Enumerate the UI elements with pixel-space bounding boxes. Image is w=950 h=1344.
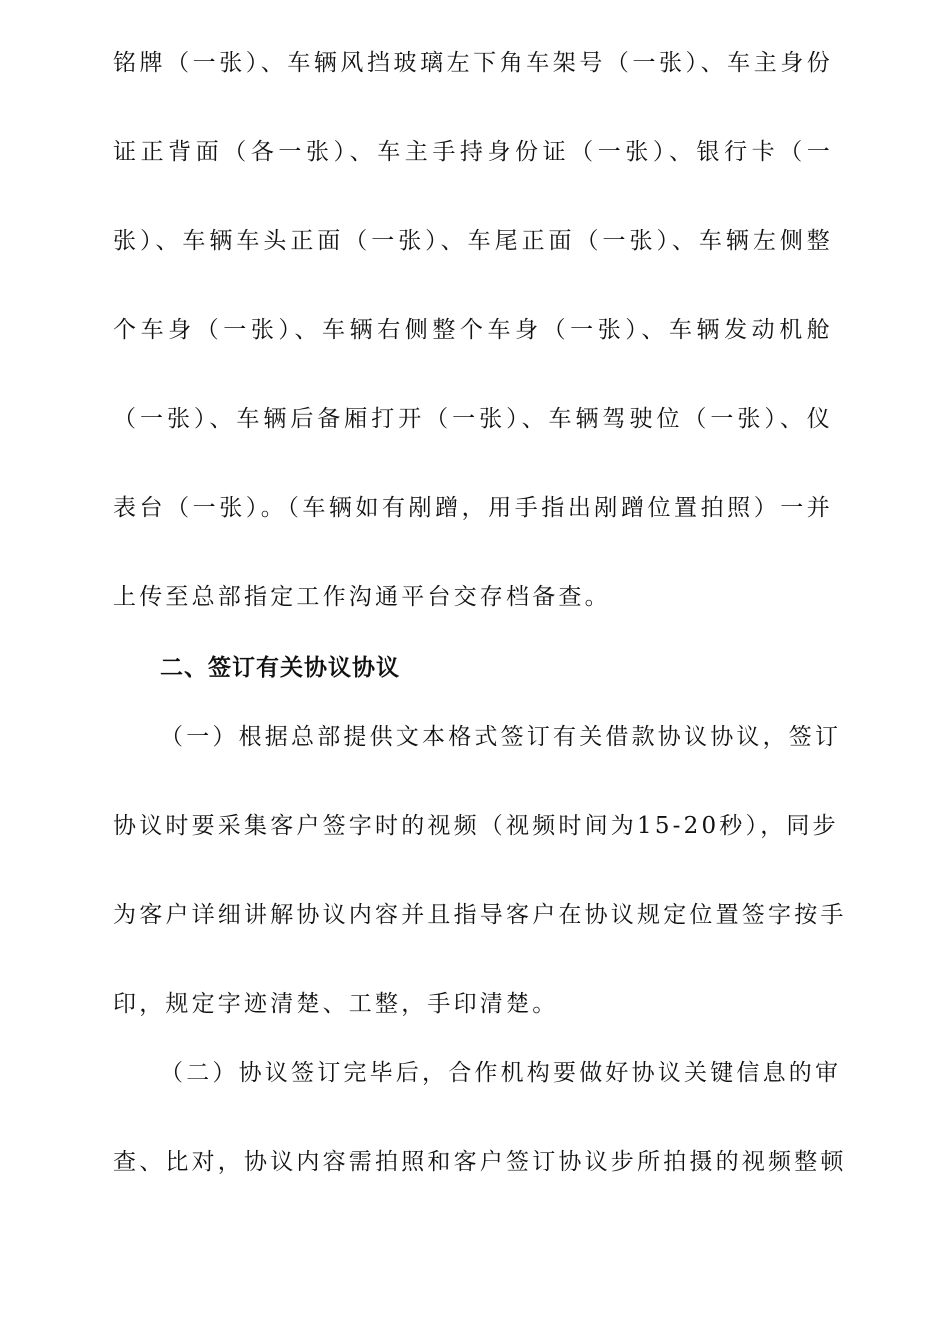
paragraph-line: 协议时要采集客户签字时的视频（视频时间为15-20秒），同步 xyxy=(113,813,839,839)
text-line: 铭牌（一张）、车辆风挡玻璃左下角车架号（一张）、车主身份 xyxy=(113,50,833,76)
paragraph-line: （二）协议签订完毕后，合作机构要做好协议关键信息的审 xyxy=(160,1060,842,1086)
paragraph-line: 查、比对，协议内容需拍照和客户签订协议步所拍摄的视频整顿 xyxy=(113,1149,847,1175)
section-heading: 二、签订有关协议协议 xyxy=(160,655,400,681)
paragraph-line: （一）根据总部提供文本格式签订有关借款协议协议，签订 xyxy=(160,724,842,750)
text-line: 证正背面（各一张）、车主手持身份证（一张）、银行卡（一 xyxy=(113,139,833,165)
text-line: （一张）、车辆后备厢打开（一张）、车辆驾驶位（一张）、仪 xyxy=(113,406,833,432)
paragraph-line: 印，规定字迹清楚、工整，手印清楚。 xyxy=(113,991,559,1017)
text-line: 个车身（一张）、车辆右侧整个车身（一张）、车辆发动机舱 xyxy=(113,317,833,343)
text-line: 上传至总部指定工作沟通平台交存档备查。 xyxy=(113,584,611,610)
text-line: 表台（一张）。（车辆如有剐蹭，用手指出剐蹭位置拍照）一并 xyxy=(113,495,833,521)
paragraph-line: 为客户详细讲解协议内容并且指导客户在协议规定位置签字按手 xyxy=(113,902,847,928)
text-line: 张）、车辆车头正面（一张）、车尾正面（一张）、车辆左侧整 xyxy=(113,228,833,254)
